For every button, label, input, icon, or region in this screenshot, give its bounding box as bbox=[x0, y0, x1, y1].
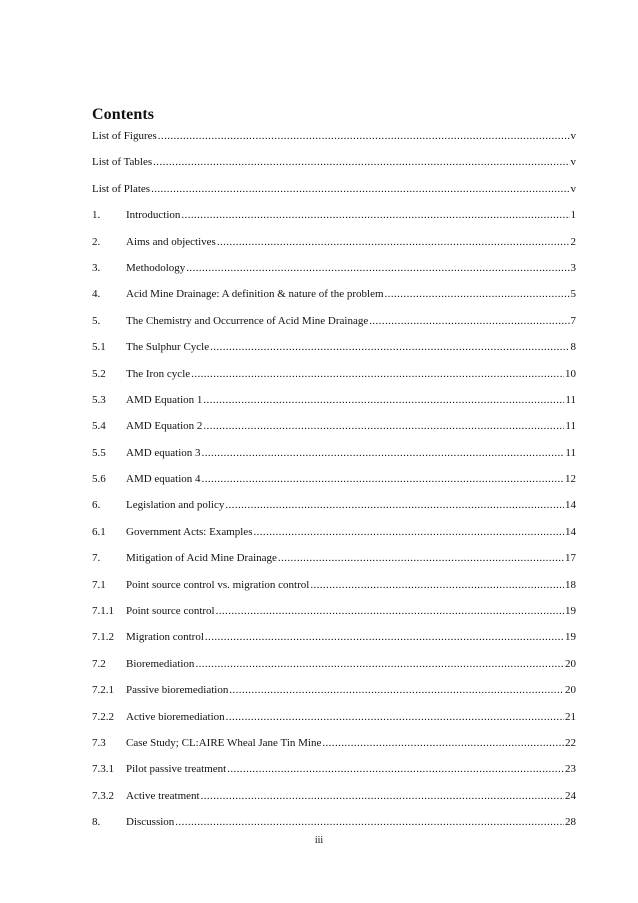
dot-leader bbox=[158, 123, 570, 149]
toc-entry-title: Passive bioremediation bbox=[126, 684, 229, 697]
toc-entry-title: Point source control bbox=[126, 605, 215, 618]
page-number: iii bbox=[314, 835, 324, 846]
toc-entry-number: 5.2 bbox=[92, 367, 106, 380]
toc-entry bbox=[92, 730, 576, 756]
toc-entry-page: 23 bbox=[565, 763, 576, 776]
toc-entry bbox=[92, 492, 576, 518]
toc-entry-title: AMD Equation 2 bbox=[126, 420, 203, 433]
toc-entry-title: Aims and objectives bbox=[126, 235, 216, 248]
toc-entry-number: 7.2.1 bbox=[92, 684, 114, 697]
dot-leader bbox=[205, 624, 564, 650]
dot-leader bbox=[175, 809, 564, 835]
toc-entry bbox=[92, 229, 576, 255]
toc-entry bbox=[92, 387, 576, 413]
toc-entry-title: Active treatment bbox=[126, 789, 200, 802]
dot-leader bbox=[229, 677, 564, 703]
dot-leader bbox=[310, 572, 564, 598]
toc-entry-title: AMD equation 3 bbox=[126, 446, 201, 459]
dot-leader bbox=[202, 466, 564, 492]
toc-entry-page: 21 bbox=[565, 710, 576, 723]
toc-entry bbox=[92, 413, 576, 439]
toc-entry bbox=[92, 704, 576, 730]
toc-entry-number: 7.3.2 bbox=[92, 789, 114, 802]
toc-entry-title: Bioremediation bbox=[126, 657, 195, 670]
dot-leader bbox=[186, 255, 569, 281]
toc-entry bbox=[92, 783, 576, 809]
toc-entry-title: Point source control vs. migration control bbox=[126, 578, 310, 591]
toc-entry-page: v bbox=[570, 156, 576, 169]
dot-leader bbox=[153, 149, 569, 175]
toc-entry-number: 7. bbox=[92, 552, 101, 565]
toc-entry-title: Pilot passive treatment bbox=[126, 763, 227, 776]
toc-entry-number: 5.6 bbox=[92, 473, 106, 486]
toc-entry bbox=[92, 202, 576, 228]
toc-entry-number: 3. bbox=[92, 261, 101, 274]
toc-entry-title: AMD equation 4 bbox=[126, 473, 201, 486]
toc-entry-number: 5.1 bbox=[92, 341, 106, 354]
toc-entry-title: Mitigation of Acid Mine Drainage bbox=[126, 552, 277, 565]
toc-entry-page: 5 bbox=[570, 288, 576, 301]
toc-entry-page: 11 bbox=[565, 420, 576, 433]
toc-entry-number: 5. bbox=[92, 314, 101, 327]
toc-entry bbox=[92, 572, 576, 598]
contents-heading: Contents bbox=[92, 106, 155, 123]
toc-entry bbox=[92, 545, 576, 571]
dot-leader bbox=[210, 334, 569, 360]
toc-entry-title: Case Study; CL:AIRE Wheal Jane Tin Mine bbox=[126, 736, 322, 749]
toc-entry-page: 12 bbox=[565, 473, 576, 486]
dot-leader bbox=[278, 545, 564, 571]
toc-entry-page: 11 bbox=[565, 446, 576, 459]
toc-entry-number: 6. bbox=[92, 499, 101, 512]
toc-entry bbox=[92, 308, 576, 334]
toc-entry-number: 8. bbox=[92, 816, 101, 829]
toc-entry bbox=[92, 334, 576, 360]
toc-entry-page: 18 bbox=[565, 578, 576, 591]
toc-entry-title: The Sulphur Cycle bbox=[126, 341, 210, 354]
toc-entry-title: Introduction bbox=[126, 209, 181, 222]
toc-entry-number: 7.2 bbox=[92, 657, 106, 670]
toc-entry-page: 3 bbox=[570, 261, 576, 274]
toc-entry bbox=[92, 519, 576, 545]
dot-leader bbox=[203, 387, 564, 413]
toc-entry-page: 20 bbox=[565, 684, 576, 697]
toc-entry-number: 5.4 bbox=[92, 420, 106, 433]
toc-entry-title: Migration control bbox=[126, 631, 204, 644]
toc-entry-number: 5.3 bbox=[92, 393, 106, 406]
toc-entry-title: The Iron cycle bbox=[126, 367, 191, 380]
toc-entry-page: 28 bbox=[565, 816, 576, 829]
toc-entry-number: 5.5 bbox=[92, 446, 106, 459]
dot-leader bbox=[151, 176, 569, 202]
toc-entry-page: 11 bbox=[565, 393, 576, 406]
dot-leader bbox=[225, 492, 564, 518]
dot-leader bbox=[191, 361, 564, 387]
toc-entry-page: 17 bbox=[565, 552, 576, 565]
toc-entry-title: Active bioremediation bbox=[126, 710, 225, 723]
toc-entry-number: 2. bbox=[92, 235, 101, 248]
toc-entry-number: 6.1 bbox=[92, 525, 106, 538]
dot-leader bbox=[181, 202, 569, 228]
toc-entry-page: 8 bbox=[570, 341, 576, 354]
dot-leader bbox=[201, 783, 564, 809]
dot-leader bbox=[195, 651, 564, 677]
toc-entry-page: 19 bbox=[565, 605, 576, 618]
toc-entry bbox=[92, 677, 576, 703]
toc-entry bbox=[92, 149, 576, 175]
toc-entry-title: Legislation and policy bbox=[126, 499, 225, 512]
toc-entry bbox=[92, 176, 576, 202]
toc-entry bbox=[92, 624, 576, 650]
toc-entry bbox=[92, 123, 576, 149]
toc-entry-page: 20 bbox=[565, 657, 576, 670]
toc-entry-page: 1 bbox=[570, 209, 576, 222]
dot-leader bbox=[385, 281, 570, 307]
toc-entry-page: 19 bbox=[565, 631, 576, 644]
toc-entry-number: 7.1.1 bbox=[92, 605, 114, 618]
toc-entry bbox=[92, 255, 576, 281]
dot-leader bbox=[253, 519, 564, 545]
toc-entry-number: 7.1 bbox=[92, 578, 106, 591]
toc-entry-page: 22 bbox=[565, 736, 576, 749]
table-of-contents bbox=[92, 123, 576, 836]
toc-entry-page: v bbox=[570, 130, 576, 142]
toc-entry-title: Government Acts: Examples bbox=[126, 525, 253, 538]
toc-entry-title: List of Plates bbox=[92, 182, 151, 195]
toc-entry bbox=[92, 361, 576, 387]
toc-entry bbox=[92, 440, 576, 466]
toc-entry-title: Acid Mine Drainage: A definition & nature of the problem bbox=[126, 288, 384, 301]
toc-entry-number: 7.3 bbox=[92, 736, 106, 749]
toc-entry-page: 7 bbox=[570, 314, 576, 327]
toc-entry-page: 10 bbox=[565, 367, 576, 380]
dot-leader bbox=[226, 704, 564, 730]
dot-leader bbox=[227, 756, 564, 782]
toc-entry bbox=[92, 651, 576, 677]
toc-entry-number: 4. bbox=[92, 288, 101, 301]
toc-entry bbox=[92, 809, 576, 835]
toc-entry-title: AMD Equation 1 bbox=[126, 393, 203, 406]
toc-entry-title: List of Tables bbox=[92, 156, 153, 169]
toc-entry-number: 7.2.2 bbox=[92, 710, 114, 723]
dot-leader bbox=[217, 229, 570, 255]
toc-entry-title: List of Figures bbox=[92, 130, 157, 142]
dot-leader bbox=[203, 413, 564, 439]
dot-leader bbox=[322, 730, 564, 756]
toc-entry-page: v bbox=[570, 182, 576, 195]
dot-leader bbox=[216, 598, 564, 624]
toc-entry-number: 1. bbox=[92, 209, 101, 222]
dot-leader bbox=[202, 440, 565, 466]
toc-entry-title: The Chemistry and Occurrence of Acid Mine Drainage bbox=[126, 314, 369, 327]
toc-entry bbox=[92, 598, 576, 624]
dot-leader bbox=[369, 308, 569, 334]
toc-entry-page: 24 bbox=[565, 789, 576, 802]
toc-entry-page: 14 bbox=[565, 525, 576, 538]
toc-entry-number: 7.3.1 bbox=[92, 763, 114, 776]
toc-entry-title: Methodology bbox=[126, 261, 186, 274]
toc-entry-title: Discussion bbox=[126, 816, 175, 829]
toc-entry-page: 14 bbox=[565, 499, 576, 512]
toc-entry bbox=[92, 281, 576, 307]
toc-entry-number: 7.1.2 bbox=[92, 631, 114, 644]
toc-entry bbox=[92, 756, 576, 782]
toc-entry-page: 2 bbox=[570, 235, 576, 248]
toc-entry bbox=[92, 466, 576, 492]
